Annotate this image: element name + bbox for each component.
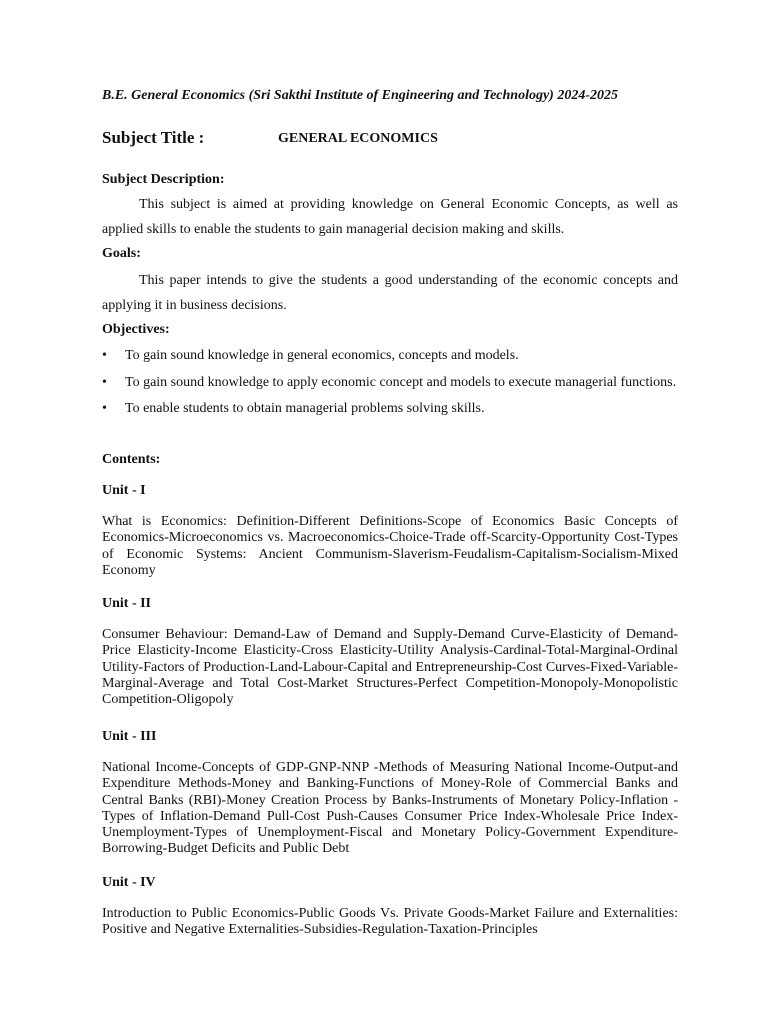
description-text: This subject is aimed at providing knowledge on General Economic Concepts, as well as applied skills to enable the students to gain managerial decision making and skills. <box>102 197 678 237</box>
objectives-list <box>102 344 678 424</box>
objective-text: To gain sound knowledge in general economics, concepts and models. <box>125 348 519 363</box>
unit-3-title: Unit - III <box>102 729 157 744</box>
document-header: B.E. General Economics (Sri Sakthi Institute of Engineering and Technology) 2024-2025 <box>102 88 618 103</box>
unit-2-text: Consumer Behaviour: Demand-Law of Demand and Supply-Demand Curve-Elasticity of Demand-Price Elasticity-Income Elasticity-Cross Elasticity-Utility Analysis-Cardinal-Total-Marginal-Ordinal Utility-Factors of Production-Land-Labour-Capital and Entrepreneurship-Cost Curves-Fixed-Variable-Marginal-Average and Total Cost-Market Structures-Perfect Competition-Monopoly-Monopolistic Competition-Oligopoly <box>102 627 678 708</box>
bullet-icon: • <box>102 348 107 363</box>
subject-title-value: GENERAL ECONOMICS <box>278 131 438 146</box>
bullet-icon: • <box>102 374 107 390</box>
unit-1-title: Unit - I <box>102 483 146 498</box>
bullet-icon: • <box>102 401 107 416</box>
list-item <box>102 371 678 396</box>
unit-4-text: Introduction to Public Economics-Public Goods Vs. Private Goods-Market Failure and Externalities: Positive and Negative Externalities-Subsidies-Regulation-Taxation-Principles <box>102 906 678 938</box>
contents-heading: Contents: <box>102 452 161 467</box>
list-item <box>102 344 678 369</box>
objective-text: To enable students to obtain managerial problems solving skills. <box>125 401 485 416</box>
unit-2-title: Unit - II <box>102 596 152 611</box>
goals-text: This paper intends to give the students a good understanding of the economic concepts and applying it in business decisions. <box>102 273 678 313</box>
unit-4-title: Unit - IV <box>102 875 156 890</box>
unit-3-text: National Income-Concepts of GDP-GNP-NNP -Methods of Measuring National Income-Output-and Expenditure Methods-Money and Banking-Functions of Money-Role of Commercial Banks and Central Banks (RBI)-Money Creation Process by Banks-Instruments of Monetary Policy-Inflation -Types of Inflation-Demand Pull-Cost Push-Causes Consumer Price Index-Wholesale Price Index- Unemployment-Types of Unemployment-Fiscal and Monetary Policy-Government Expenditure-Borrowing-Budget Deficits and Public Debt <box>102 760 678 857</box>
objectives-heading: Objectives: <box>102 322 170 337</box>
description-heading: Subject Description: <box>102 172 225 187</box>
goals-heading: Goals: <box>102 246 141 261</box>
list-item <box>102 397 678 422</box>
subject-title-label: Subject Title : <box>102 128 205 147</box>
unit-1-text: What is Economics: Definition-Different Definitions-Scope of Economics Basic Concepts of Economics-Microeconomics vs. Macroeconomics-Choice-Trade off-Scarcity-Opportunity Cost-Types of Economic Systems: Ancient Communism-Slaverism-Feudalism-Capitalism-Socialism-Mixed Economy <box>102 514 678 578</box>
objective-text: To gain sound knowledge to apply economic concept and models to execute managerial functions. <box>125 374 677 390</box>
